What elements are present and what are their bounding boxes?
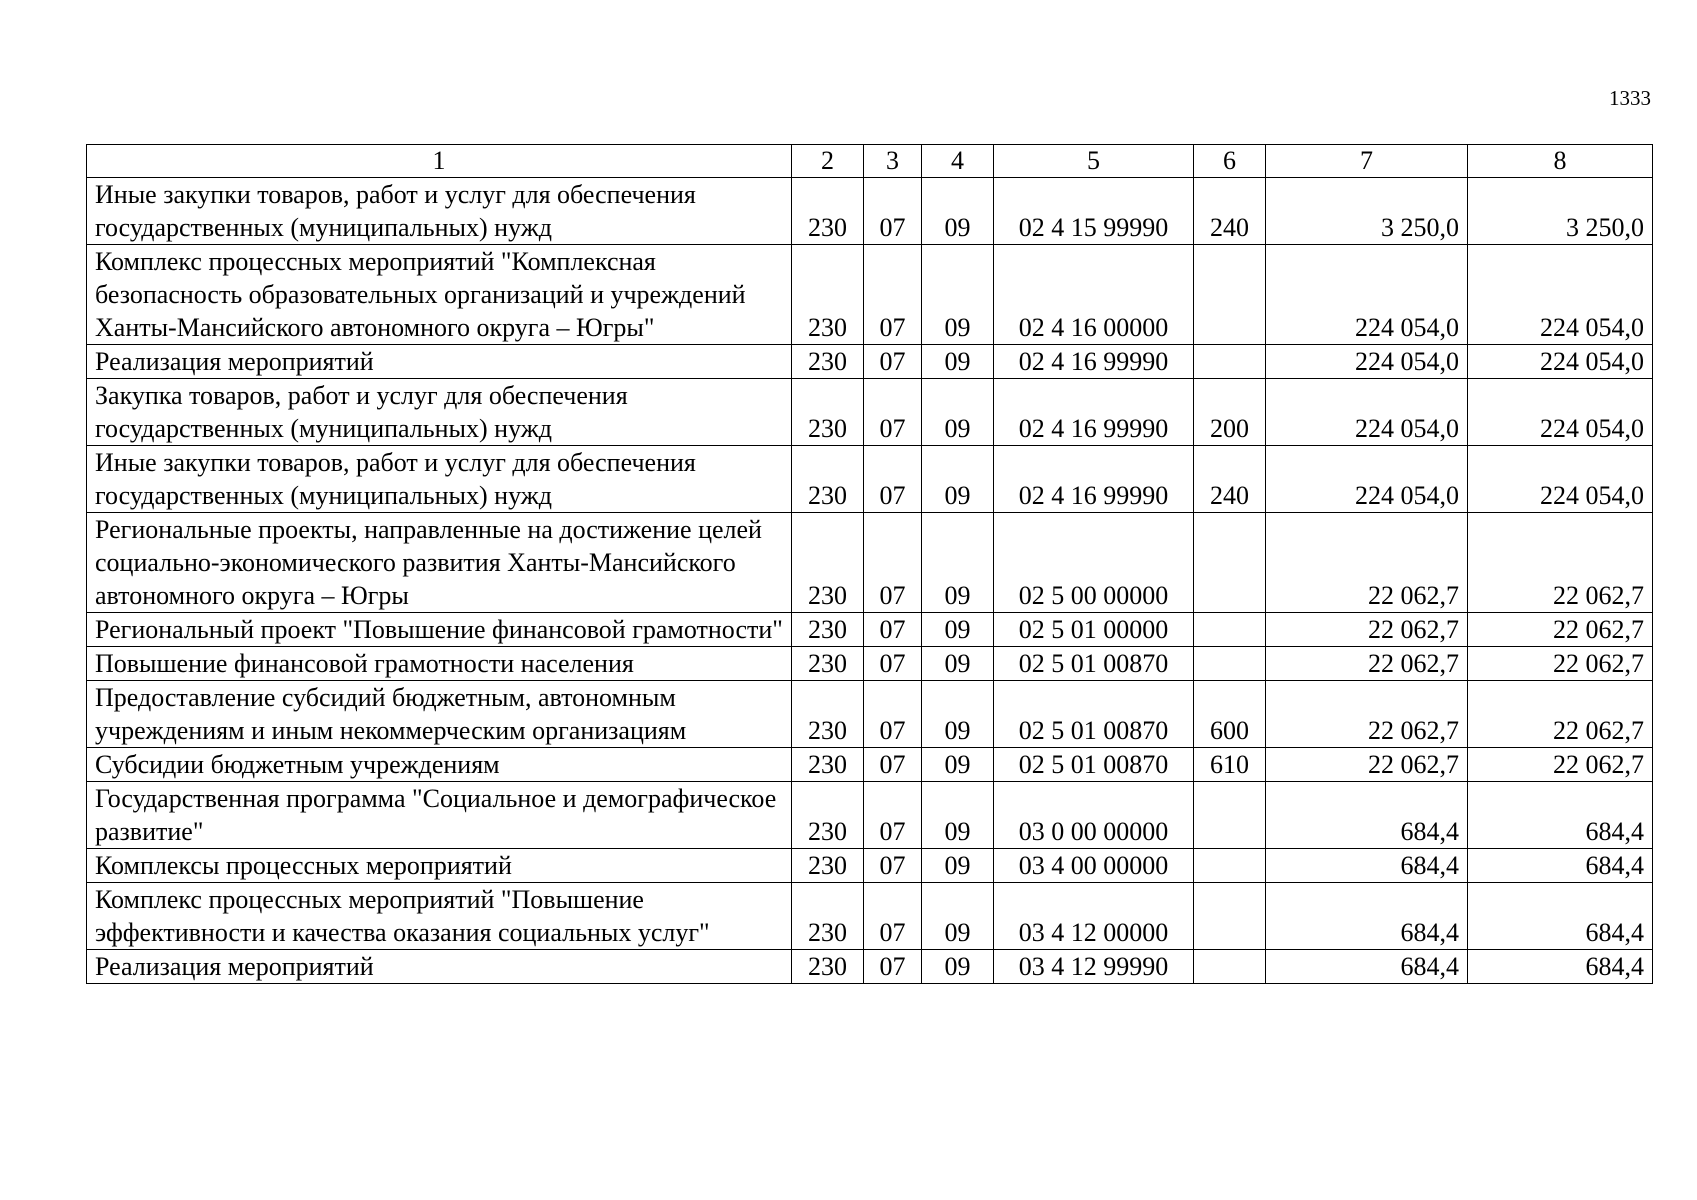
col7-cell: 684,4 bbox=[1266, 782, 1468, 849]
col4-cell: 09 bbox=[922, 446, 994, 513]
row-name-cell: Региональные проекты, направленные на достижение целей социально-экономического развития Ханты-Мансийского автономного округа – Югры bbox=[87, 513, 792, 613]
col2-cell: 230 bbox=[792, 345, 864, 379]
col4-cell: 09 bbox=[922, 748, 994, 782]
row-name-cell: Субсидии бюджетным учреждениям bbox=[87, 748, 792, 782]
table-row bbox=[87, 782, 1653, 849]
row-name-cell: Реализация мероприятий bbox=[87, 345, 792, 379]
col2-cell: 230 bbox=[792, 379, 864, 446]
row-name-cell: Предоставление субсидий бюджетным, автономным учреждениям и иным некоммерческим организациям bbox=[87, 681, 792, 748]
row-name-cell: Повышение финансовой грамотности населения bbox=[87, 647, 792, 681]
col2-cell: 230 bbox=[792, 883, 864, 950]
col8-cell: 684,4 bbox=[1468, 849, 1653, 883]
row-name-cell: Комплекс процессных мероприятий "Повышение эффективности и качества оказания социальных услуг" bbox=[87, 883, 792, 950]
col3-cell: 07 bbox=[864, 446, 922, 513]
col7-cell: 224 054,0 bbox=[1266, 245, 1468, 345]
table-row bbox=[87, 178, 1653, 245]
col6-cell bbox=[1194, 782, 1266, 849]
col5-cell: 02 5 00 00000 bbox=[994, 513, 1194, 613]
col2-cell: 230 bbox=[792, 245, 864, 345]
col5-cell: 02 5 01 00870 bbox=[994, 647, 1194, 681]
col7-cell: 684,4 bbox=[1266, 950, 1468, 984]
col5-cell: 02 4 15 99990 bbox=[994, 178, 1194, 245]
col8-cell: 22 062,7 bbox=[1468, 647, 1653, 681]
row-name-cell: Региональный проект "Повышение финансовой грамотности" bbox=[87, 613, 792, 647]
col6-cell: 600 bbox=[1194, 681, 1266, 748]
col7-cell: 224 054,0 bbox=[1266, 345, 1468, 379]
row-name-cell: Комплекс процессных мероприятий "Комплексная безопасность образовательных организаций и учреждений Ханты-Мансийского автономного округа – Югры" bbox=[87, 245, 792, 345]
row-name-cell: Иные закупки товаров, работ и услуг для обеспечения государственных (муниципальных) нужд bbox=[87, 446, 792, 513]
col3-cell: 07 bbox=[864, 245, 922, 345]
col5-cell: 02 4 16 99990 bbox=[994, 379, 1194, 446]
col7-cell: 684,4 bbox=[1266, 849, 1468, 883]
col7-cell: 684,4 bbox=[1266, 883, 1468, 950]
col8-cell: 22 062,7 bbox=[1468, 748, 1653, 782]
col3-cell: 07 bbox=[864, 782, 922, 849]
col2-cell: 230 bbox=[792, 849, 864, 883]
col6-cell: 240 bbox=[1194, 446, 1266, 513]
col6-cell: 240 bbox=[1194, 178, 1266, 245]
page-number: 1333 bbox=[1609, 86, 1651, 110]
col4-cell: 09 bbox=[922, 178, 994, 245]
col7-cell: 22 062,7 bbox=[1266, 748, 1468, 782]
col2-cell: 230 bbox=[792, 178, 864, 245]
col4-cell: 09 bbox=[922, 345, 994, 379]
table-row bbox=[87, 345, 1653, 379]
col8-cell: 224 054,0 bbox=[1468, 446, 1653, 513]
col8-cell: 684,4 bbox=[1468, 782, 1653, 849]
column-header: 7 bbox=[1266, 145, 1468, 178]
col2-cell: 230 bbox=[792, 613, 864, 647]
table-row bbox=[87, 883, 1653, 950]
col2-cell: 230 bbox=[792, 513, 864, 613]
col3-cell: 07 bbox=[864, 681, 922, 748]
col8-cell: 22 062,7 bbox=[1468, 681, 1653, 748]
col7-cell: 224 054,0 bbox=[1266, 446, 1468, 513]
col2-cell: 230 bbox=[792, 950, 864, 984]
col5-cell: 03 4 12 99990 bbox=[994, 950, 1194, 984]
col3-cell: 07 bbox=[864, 883, 922, 950]
col5-cell: 02 5 01 00870 bbox=[994, 748, 1194, 782]
budget-table bbox=[86, 144, 1653, 984]
col3-cell: 07 bbox=[864, 345, 922, 379]
col6-cell bbox=[1194, 513, 1266, 613]
col3-cell: 07 bbox=[864, 950, 922, 984]
column-header: 8 bbox=[1468, 145, 1653, 178]
col3-cell: 07 bbox=[864, 748, 922, 782]
col7-cell: 22 062,7 bbox=[1266, 647, 1468, 681]
table-row bbox=[87, 379, 1653, 446]
col6-cell bbox=[1194, 883, 1266, 950]
col6-cell bbox=[1194, 950, 1266, 984]
row-name-cell: Иные закупки товаров, работ и услуг для обеспечения государственных (муниципальных) нужд bbox=[87, 178, 792, 245]
table-row bbox=[87, 950, 1653, 984]
col8-cell: 3 250,0 bbox=[1468, 178, 1653, 245]
column-header: 6 bbox=[1194, 145, 1266, 178]
col8-cell: 684,4 bbox=[1468, 950, 1653, 984]
col8-cell: 22 062,7 bbox=[1468, 513, 1653, 613]
column-header: 4 bbox=[922, 145, 994, 178]
col5-cell: 02 5 01 00000 bbox=[994, 613, 1194, 647]
col4-cell: 09 bbox=[922, 245, 994, 345]
column-header: 5 bbox=[994, 145, 1194, 178]
col4-cell: 09 bbox=[922, 950, 994, 984]
col4-cell: 09 bbox=[922, 883, 994, 950]
table-row bbox=[87, 849, 1653, 883]
row-name-cell: Закупка товаров, работ и услуг для обеспечения государственных (муниципальных) нужд bbox=[87, 379, 792, 446]
col5-cell: 02 4 16 99990 bbox=[994, 345, 1194, 379]
header-row bbox=[87, 145, 1653, 178]
col3-cell: 07 bbox=[864, 849, 922, 883]
table-row bbox=[87, 513, 1653, 613]
col8-cell: 224 054,0 bbox=[1468, 379, 1653, 446]
col8-cell: 684,4 bbox=[1468, 883, 1653, 950]
col4-cell: 09 bbox=[922, 647, 994, 681]
col5-cell: 02 5 01 00870 bbox=[994, 681, 1194, 748]
col4-cell: 09 bbox=[922, 613, 994, 647]
col5-cell: 03 0 00 00000 bbox=[994, 782, 1194, 849]
col3-cell: 07 bbox=[864, 647, 922, 681]
row-name-cell: Реализация мероприятий bbox=[87, 950, 792, 984]
col7-cell: 224 054,0 bbox=[1266, 379, 1468, 446]
col8-cell: 224 054,0 bbox=[1468, 245, 1653, 345]
col6-cell bbox=[1194, 647, 1266, 681]
col6-cell bbox=[1194, 245, 1266, 345]
table-row bbox=[87, 245, 1653, 345]
table-row bbox=[87, 613, 1653, 647]
row-name-cell: Государственная программа "Социальное и демографическое развитие" bbox=[87, 782, 792, 849]
table-row bbox=[87, 647, 1653, 681]
col2-cell: 230 bbox=[792, 647, 864, 681]
col5-cell: 03 4 00 00000 bbox=[994, 849, 1194, 883]
col6-cell: 200 bbox=[1194, 379, 1266, 446]
col6-cell bbox=[1194, 613, 1266, 647]
col5-cell: 02 4 16 00000 bbox=[994, 245, 1194, 345]
table-row bbox=[87, 748, 1653, 782]
col7-cell: 22 062,7 bbox=[1266, 681, 1468, 748]
col2-cell: 230 bbox=[792, 446, 864, 513]
col5-cell: 02 4 16 99990 bbox=[994, 446, 1194, 513]
col3-cell: 07 bbox=[864, 379, 922, 446]
col7-cell: 22 062,7 bbox=[1266, 513, 1468, 613]
col4-cell: 09 bbox=[922, 513, 994, 613]
col2-cell: 230 bbox=[792, 782, 864, 849]
col6-cell bbox=[1194, 345, 1266, 379]
table-row bbox=[87, 681, 1653, 748]
col6-cell: 610 bbox=[1194, 748, 1266, 782]
col4-cell: 09 bbox=[922, 849, 994, 883]
col4-cell: 09 bbox=[922, 379, 994, 446]
col8-cell: 22 062,7 bbox=[1468, 613, 1653, 647]
col4-cell: 09 bbox=[922, 681, 994, 748]
col7-cell: 22 062,7 bbox=[1266, 613, 1468, 647]
table-row bbox=[87, 446, 1653, 513]
col4-cell: 09 bbox=[922, 782, 994, 849]
table-body bbox=[87, 178, 1653, 984]
column-header: 2 bbox=[792, 145, 864, 178]
col7-cell: 3 250,0 bbox=[1266, 178, 1468, 245]
column-header: 1 bbox=[87, 145, 792, 178]
col5-cell: 03 4 12 00000 bbox=[994, 883, 1194, 950]
col3-cell: 07 bbox=[864, 613, 922, 647]
col8-cell: 224 054,0 bbox=[1468, 345, 1653, 379]
row-name-cell: Комплексы процессных мероприятий bbox=[87, 849, 792, 883]
column-header: 3 bbox=[864, 145, 922, 178]
col2-cell: 230 bbox=[792, 748, 864, 782]
col2-cell: 230 bbox=[792, 681, 864, 748]
col3-cell: 07 bbox=[864, 513, 922, 613]
col6-cell bbox=[1194, 849, 1266, 883]
col3-cell: 07 bbox=[864, 178, 922, 245]
